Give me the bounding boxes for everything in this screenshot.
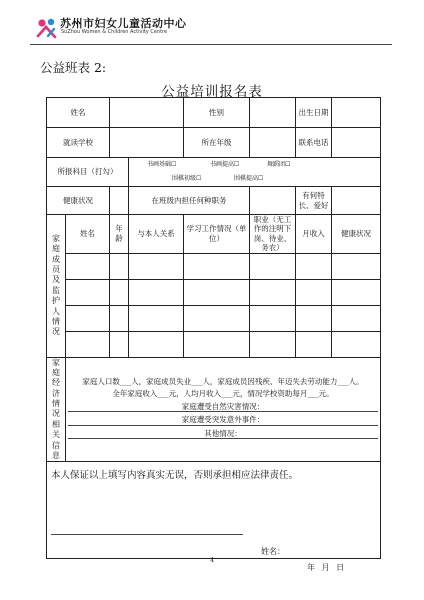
guardian-cell[interactable] (184, 305, 250, 331)
guardian-cell[interactable] (129, 253, 184, 279)
subject-dance[interactable]: 舞蹈团☐ (267, 161, 291, 168)
guardian-cell[interactable] (110, 331, 129, 357)
pledge-text: 本人保证以上填写内容真实无误，否则承担相应法律责任。 (51, 470, 299, 482)
logo-icon (36, 16, 58, 38)
guardian-cell[interactable] (250, 331, 296, 357)
guardian-cell[interactable] (296, 331, 332, 357)
guardian-row (47, 253, 381, 279)
header-divider (30, 44, 392, 45)
org-name-cn: 苏州市妇女儿童活动中心 (60, 17, 187, 30)
guardian-cell[interactable] (129, 305, 184, 331)
guardian-cell[interactable] (66, 253, 110, 279)
class-duty-label: 在班级内担任何种职务 (129, 187, 250, 215)
guardian-col-income: 月收入 (296, 215, 332, 254)
guardian-col-name: 姓名 (66, 215, 110, 254)
guardian-cell[interactable] (110, 279, 129, 305)
grade-field[interactable] (250, 128, 296, 158)
guardian-col-health: 健康状况 (332, 215, 381, 254)
gender-label: 性别 (184, 98, 250, 128)
subject-go-basic[interactable]: 围棋初级☐ (172, 175, 202, 182)
guardian-cell[interactable] (110, 305, 129, 331)
guardian-cell[interactable] (184, 279, 250, 305)
form-label: 公益班表 2: (40, 60, 107, 75)
school-label: 就读学校 (47, 128, 110, 158)
gender-field[interactable] (250, 98, 296, 128)
economy-line-1: 家庭人口数___人，家庭成员失业___人，家庭成员因残疾、年迈失去劳动能力___人。 (82, 377, 364, 387)
signature-name-label[interactable]: 姓名： (261, 547, 285, 557)
guardian-cell[interactable] (250, 305, 296, 331)
guardian-row (47, 305, 381, 331)
name-label: 姓名 (47, 98, 110, 128)
name-field[interactable] (110, 98, 184, 128)
guardian-cell[interactable] (129, 331, 184, 357)
guardian-cell[interactable] (110, 253, 129, 279)
guardian-cell[interactable] (332, 253, 381, 279)
signature-date-label[interactable]: 年 月 日 (307, 563, 345, 573)
form-title: 公益培训报名表 (161, 84, 263, 100)
phone-field[interactable] (332, 128, 381, 158)
guardian-cell[interactable] (296, 279, 332, 305)
registration-form-table (46, 97, 381, 573)
guardian-cell[interactable] (66, 331, 110, 357)
guardian-cell[interactable] (129, 279, 184, 305)
guardian-col-relation: 与本人关系 (129, 215, 184, 254)
health-label: 健康状况 (47, 187, 110, 215)
subjects-label: 所报科目（打勾） (47, 158, 129, 187)
economy-line-2: 全年家庭收入___元，人均月收入___元，情况学校资助每月___元。 (112, 389, 334, 399)
economy-section-label: 家庭经济情况相关信息 (47, 357, 66, 462)
guardian-cell[interactable] (184, 253, 250, 279)
guardian-cell[interactable] (332, 305, 381, 331)
guardian-cell[interactable] (296, 305, 332, 331)
pledge-cell (47, 462, 381, 573)
health-field[interactable] (110, 187, 129, 215)
subject-calligraphy-adv[interactable]: 书画提高☐ (210, 161, 240, 168)
guardian-cell[interactable] (332, 279, 381, 305)
phone-label: 联系电话 (296, 128, 332, 158)
birth-date-field[interactable] (332, 98, 381, 128)
economy-line-5: 其他情况： (68, 429, 378, 439)
guardian-col-occupation: 职业（无工作的注明下岗、待业、务农） (250, 215, 296, 254)
org-name-en: SuZhou Women & Children Activity Centre (61, 29, 168, 35)
guardian-row (47, 331, 381, 357)
guardian-row (47, 279, 381, 305)
subject-go-adv[interactable]: 围棋提高☐ (234, 175, 264, 182)
economy-cell[interactable] (66, 357, 381, 462)
subjects-cell (129, 158, 381, 187)
guardian-cell[interactable] (250, 279, 296, 305)
subject-calligraphy-basic[interactable]: 书画基础☐ (147, 161, 177, 168)
guardian-cell[interactable] (66, 279, 110, 305)
economy-line-3: 家庭遭受自然灾害情况： (68, 402, 378, 412)
pledge-underline (51, 534, 243, 535)
guardian-col-work-unit: 学习工作情况（单位） (184, 215, 250, 254)
specialty-label: 有何特长、爱好 (296, 187, 332, 215)
guardian-cell[interactable] (250, 253, 296, 279)
specialty-field[interactable] (332, 187, 381, 215)
economy-line-4: 家庭遭受突发意外事件： (68, 415, 378, 425)
guardian-cell[interactable] (332, 331, 381, 357)
class-duty-field[interactable] (250, 187, 296, 215)
guardian-section-label: 家庭成员及监护人情况 (47, 215, 66, 358)
guardian-cell[interactable] (184, 331, 250, 357)
guardian-col-age: 年龄 (110, 215, 129, 254)
guardian-cell[interactable] (296, 253, 332, 279)
birth-date-label: 出生日期 (296, 98, 332, 128)
grade-label: 所在年级 (184, 128, 250, 158)
page-number: 4 (210, 557, 214, 564)
guardian-cell[interactable] (66, 305, 110, 331)
school-field[interactable] (110, 128, 184, 158)
